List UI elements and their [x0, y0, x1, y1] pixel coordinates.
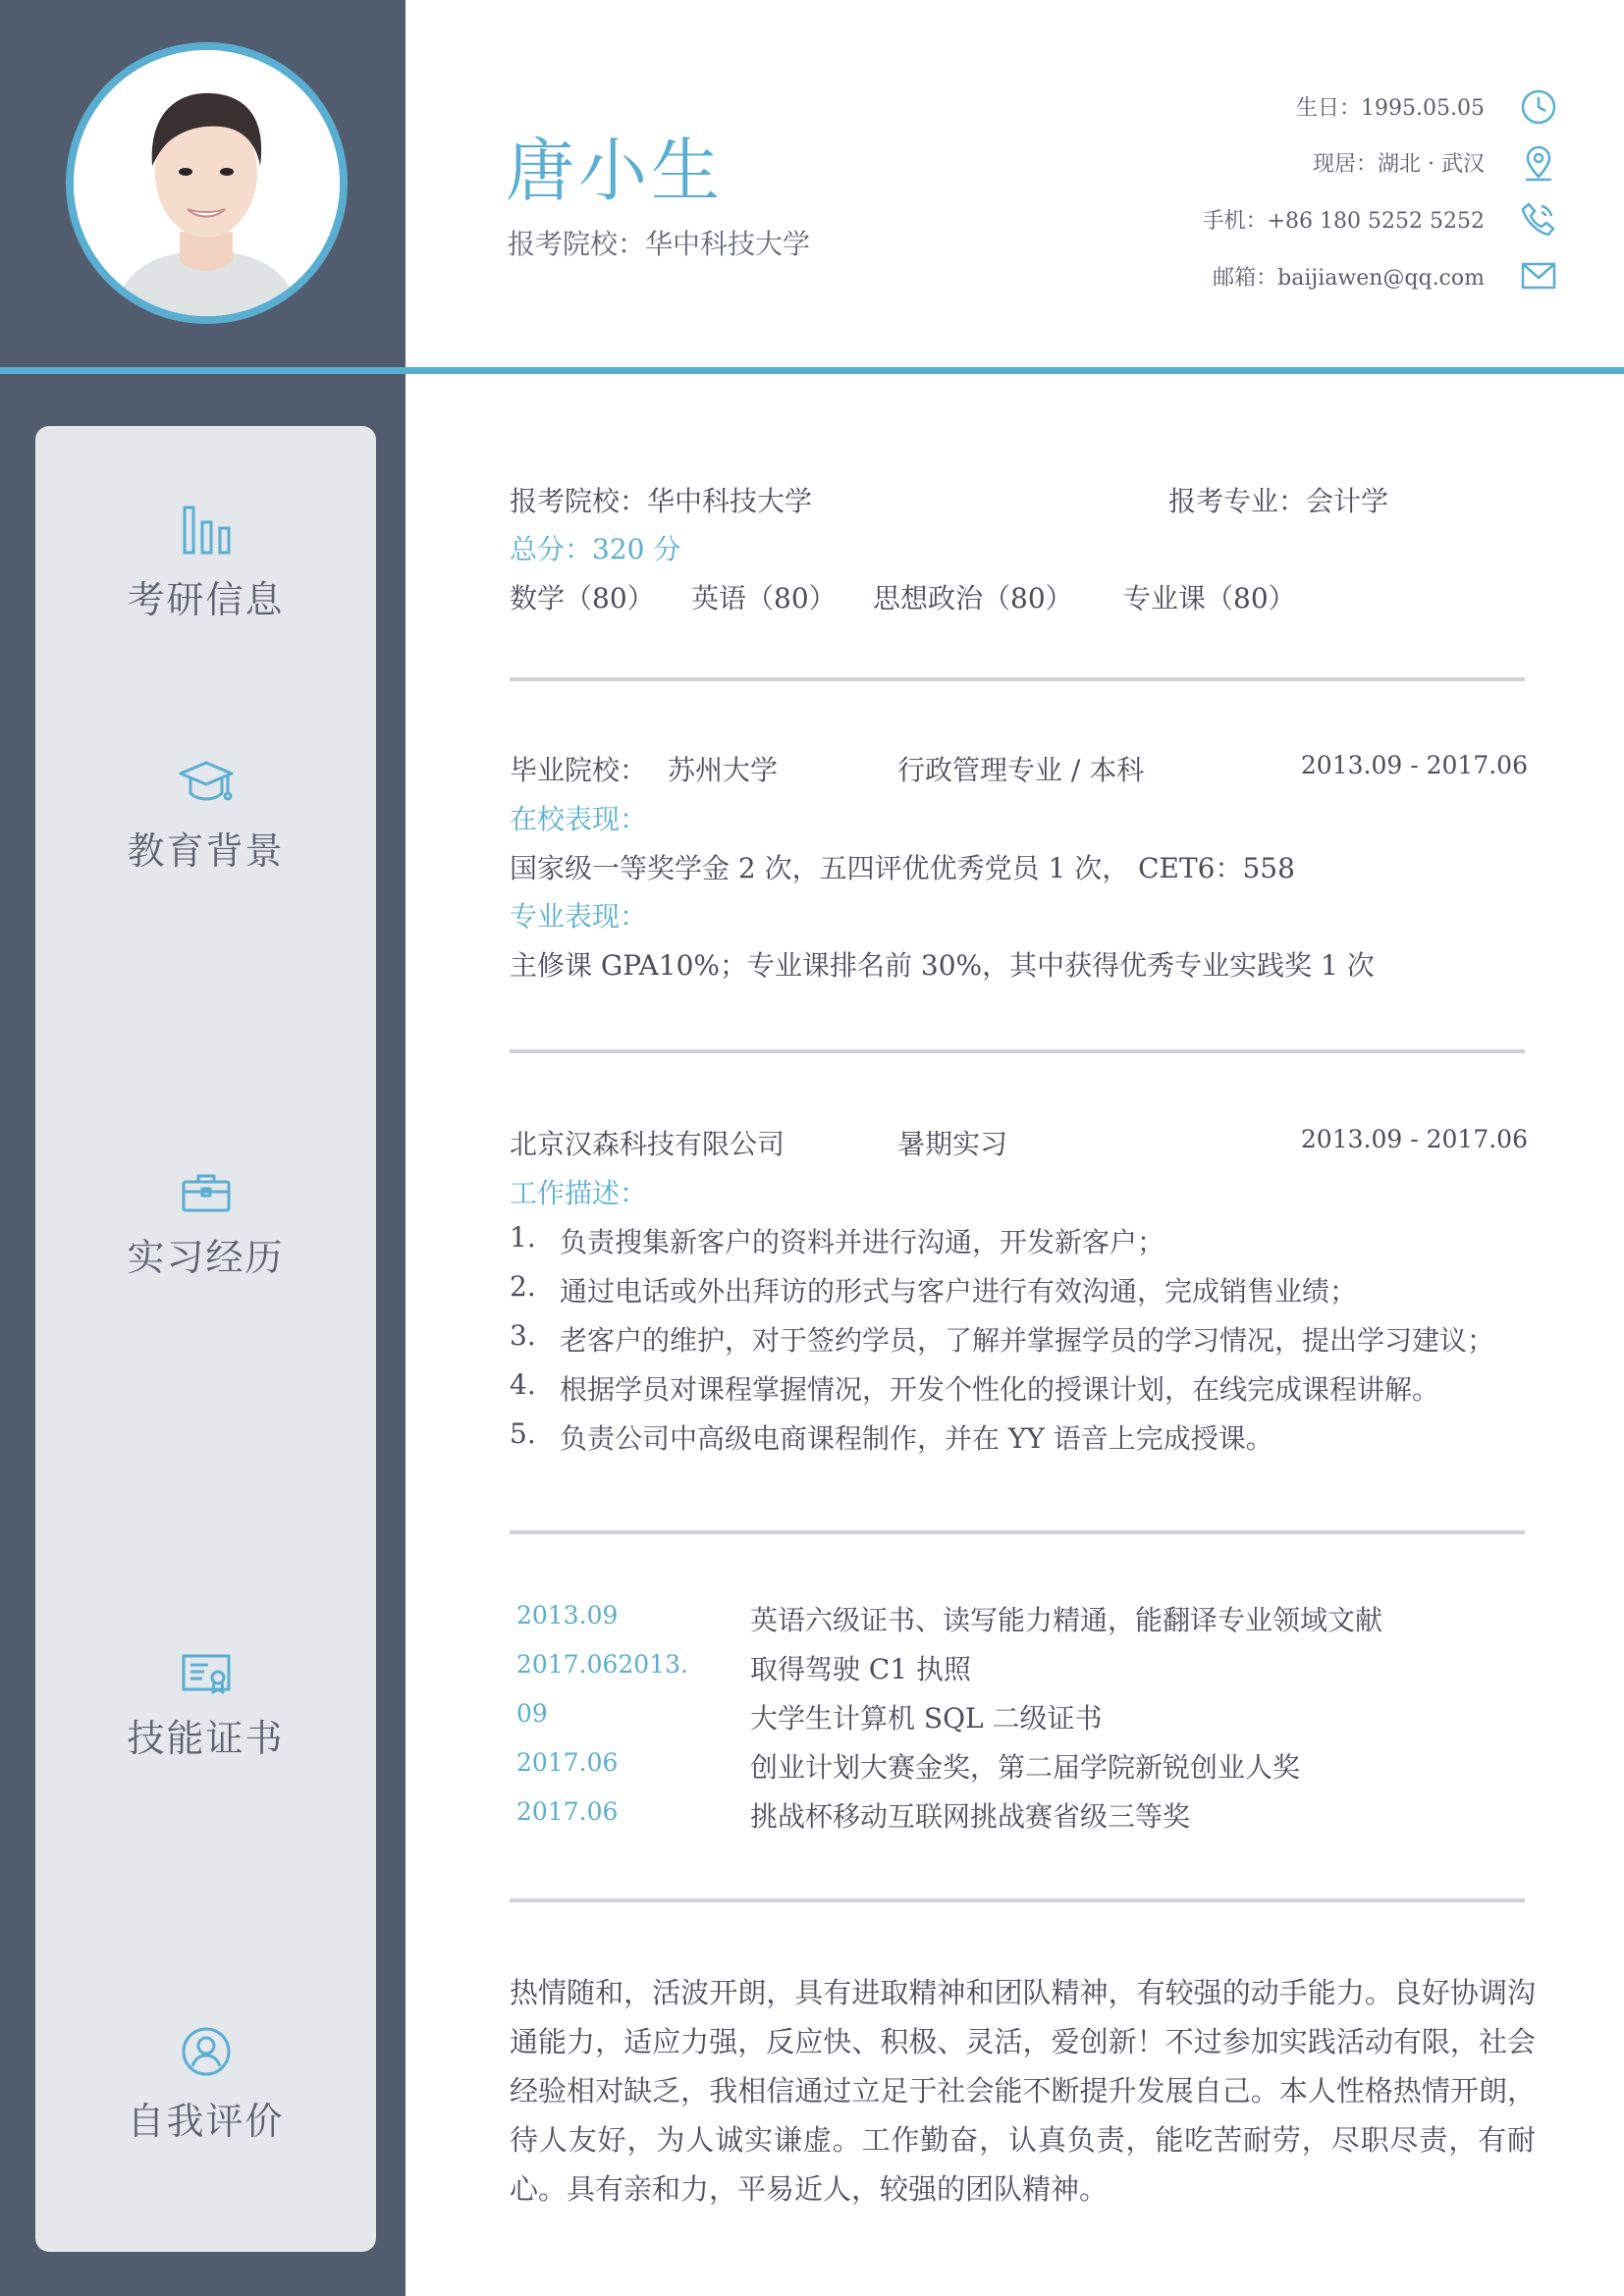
sidebar-item-internship[interactable]: [35, 1172, 376, 1281]
clock-icon: [1520, 88, 1557, 126]
sidebar-item-certificates[interactable]: [35, 1653, 376, 1762]
exam-subject-english: 英语（80）: [691, 582, 837, 614]
list-item-number: 1.: [510, 1221, 536, 1254]
contact-phone: 手机：+86 180 5252 5252: [1202, 209, 1485, 234]
certificate-text: 大学生计算机 SQL 二级证书: [750, 1702, 1103, 1735]
campus-performance-title: 在校表现：: [510, 803, 648, 835]
briefcase-icon: [181, 1172, 232, 1213]
education-date: 2013.09 - 2017.06: [1300, 751, 1528, 779]
certificate-date: 2017.062013.: [516, 1650, 688, 1679]
sidebar-item-label: 实习经历: [127, 1236, 285, 1279]
exam-total-score: 总分：320 分: [510, 533, 681, 565]
work-description-title: 工作描述：: [510, 1177, 648, 1209]
contact-email[interactable]: 邮箱：baijiawen@qq.com: [1213, 266, 1485, 291]
avatar: [66, 42, 348, 324]
header-accent-line: [0, 367, 1624, 374]
list-item: 负责搜集新客户的资料并进行沟通，开发新客户；: [560, 1226, 1165, 1258]
education-major: 行政管理专业 / 本科: [897, 754, 1145, 786]
sidebar-item-exam[interactable]: [35, 505, 376, 623]
header-target-school: 报考院校：华中科技大学: [508, 228, 811, 260]
sidebar-item-label: 技能证书: [127, 1717, 285, 1760]
candidate-name: 唐小生: [506, 131, 724, 211]
certificate-icon: [181, 1653, 232, 1694]
major-performance-title: 专业表现：: [510, 900, 648, 933]
location-icon: [1520, 143, 1557, 183]
campus-performance-text: 国家级一等奖学金 2 次，五四评优优秀党员 1 次， CET6：558: [510, 852, 1295, 884]
contact-birthday: 生日：1995.05.05: [1296, 96, 1485, 121]
list-item: 老客户的维护，对于签约学员，了解并掌握学员的学习情况，提出学习建议；: [560, 1324, 1495, 1357]
list-item-number: 4.: [510, 1368, 536, 1401]
internship-date: 2013.09 - 2017.06: [1300, 1125, 1528, 1153]
graduation-cap-icon: [179, 758, 234, 807]
phone-icon: [1520, 200, 1557, 238]
section-divider: [510, 1898, 1525, 1902]
certificate-text: 取得驾驶 C1 执照: [750, 1653, 972, 1685]
sidebar-nav: [35, 426, 376, 2252]
self-evaluation-text: 热情随和，活波开朗，具有进取精神和团队精神，有较强的动手能力。良好协调沟通能力，适应力强，反应快、积极、灵活，爱创新！不过参加实践活动有限，社会经验相对缺乏，我相信通过立足于社会能不断提升发展自己。本人性格热情开朗，待人友好，为人诚实谦虚。工作勤奋，认真负责，能吃苦耐劳，尽职尽责，有耐心。具有亲和力，平易近人，较强的团队精神。: [510, 1976, 1536, 2206]
certificate-text: 英语六级证书、读写能力精通，能翻译专业领域文献: [750, 1604, 1383, 1636]
sidebar-item-education[interactable]: [35, 758, 376, 875]
exam-subject-politics: 思想政治（80）: [873, 582, 1073, 614]
section-divider: [510, 1530, 1525, 1534]
user-icon: [181, 2026, 232, 2077]
certificate-date: 09: [516, 1699, 548, 1728]
list-item-number: 5.: [510, 1417, 536, 1450]
bar-chart-icon: [182, 505, 231, 556]
contact-location: 现居：湖北 · 武汉: [1313, 152, 1485, 177]
list-item-number: 3.: [510, 1319, 536, 1352]
mail-icon: [1520, 261, 1557, 291]
internship-role: 暑期实习: [897, 1128, 1008, 1160]
section-divider: [510, 1049, 1525, 1053]
sidebar: [0, 0, 406, 2296]
certificate-text: 创业计划大赛金奖，第二届学院新锐创业人奖: [750, 1751, 1301, 1784]
certificate-date: 2017.06: [516, 1748, 619, 1777]
list-item: 根据学员对课程掌握情况，开发个性化的授课计划，在线完成课程讲解。: [560, 1373, 1440, 1406]
section-divider: [510, 677, 1525, 681]
exam-subject-math: 数学（80）: [510, 582, 655, 614]
certificate-text: 挑战杯移动互联网挑战赛省级三等奖: [750, 1800, 1191, 1833]
education-school: 苏州大学: [668, 754, 779, 786]
list-item: 通过电话或外出拜访的形式与客户进行有效沟通，完成销售业绩；: [560, 1275, 1358, 1308]
list-item-number: 2.: [510, 1270, 536, 1303]
certificate-date: 2013.09: [516, 1601, 619, 1629]
sidebar-item-label: 考研信息: [127, 578, 285, 621]
internship-company: 北京汉森科技有限公司: [510, 1128, 785, 1160]
exam-target-major: 报考专业：会计学: [1168, 485, 1389, 517]
list-item: 负责公司中高级电商课程制作，并在 YY 语音上完成授课。: [560, 1422, 1273, 1455]
sidebar-item-label: 自我评价: [127, 2100, 285, 2143]
profile-photo: [74, 50, 340, 316]
exam-subject-major: 专业课（80）: [1123, 582, 1296, 614]
major-performance-text: 主修课 GPA10%；专业课排名前 30%，其中获得优秀专业实践奖 1 次: [510, 949, 1375, 982]
sidebar-item-self-evaluation[interactable]: [35, 2026, 376, 2145]
certificate-date: 2017.06: [516, 1797, 619, 1826]
exam-target-school: 报考院校：华中科技大学: [510, 485, 813, 517]
sidebar-item-label: 教育背景: [127, 829, 285, 873]
education-school-label: 毕业院校：: [510, 754, 648, 786]
